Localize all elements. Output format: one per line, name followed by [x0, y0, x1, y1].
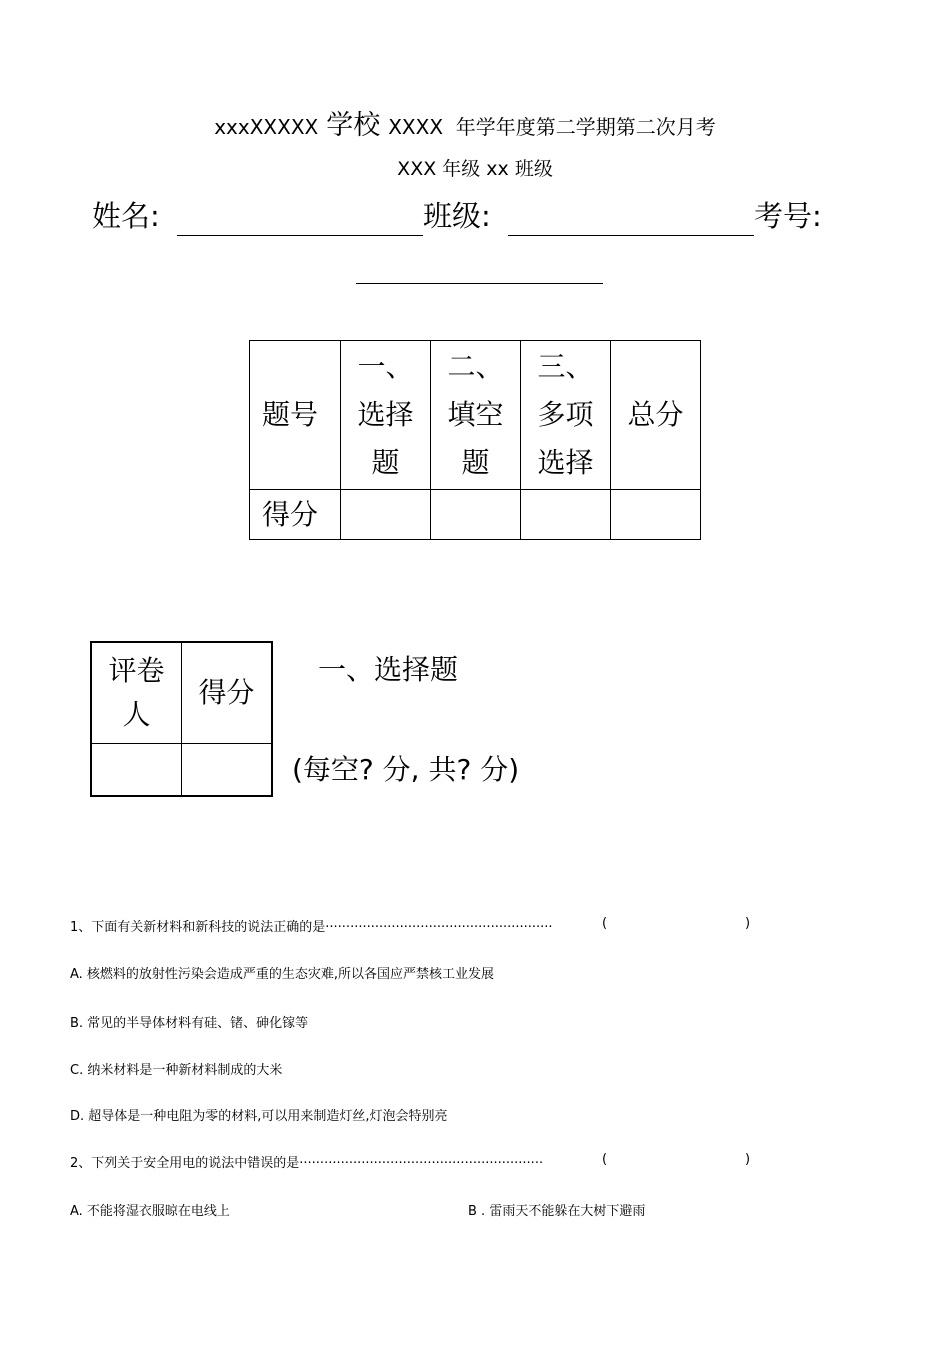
- question-1-option-c: C. 纳米材料是一种新材料制成的大米: [70, 1063, 283, 1078]
- question-2-option-a: A. 不能将湿衣服晾在电线上: [70, 1204, 230, 1219]
- class-label: 班级:: [423, 199, 491, 233]
- section-title: 一、选择题: [318, 653, 459, 686]
- grader-score-cell[interactable]: [182, 744, 273, 797]
- exam-no-label: 考号:: [754, 199, 822, 233]
- question-2-paren-close: ): [745, 1152, 751, 1167]
- year-prefix: XXXX: [388, 115, 444, 139]
- score-cell-fill[interactable]: [431, 490, 521, 540]
- score-cell-total[interactable]: [611, 490, 701, 540]
- question-1-stem: 1、下面有关新材料和新科技的说法正确的是·······················································: [70, 920, 553, 935]
- school-prefix: xxxXXXXX: [214, 115, 319, 139]
- question-2-stem: 2、下列关于安全用电的说法中错误的是···························································: [70, 1156, 544, 1171]
- question-1-option-a: A. 核燃料的放射性污染会造成严重的生态灾难,所以各国应严禁核工业发展: [70, 967, 495, 982]
- score-header-fill: 二、 填空 题: [431, 341, 521, 490]
- score-header-multi: 三、 多项 选择: [521, 341, 611, 490]
- section-note: (每空? 分, 共? 分): [292, 753, 520, 786]
- name-blank[interactable]: [177, 201, 423, 236]
- exam-title: [0, 103, 930, 142]
- score-row-label: 得分: [250, 490, 341, 540]
- name-label: 姓名:: [92, 199, 160, 233]
- grader-score-label: 得分: [182, 642, 273, 744]
- score-header-number: 题号: [250, 341, 341, 490]
- grader-table: [90, 641, 273, 797]
- question-2-paren-open: (: [602, 1152, 608, 1167]
- score-header-total: 总分: [611, 341, 701, 490]
- question-1-paren-open: (: [602, 916, 608, 931]
- year-suffix: 年学年度第二学期第二次月考: [455, 115, 716, 139]
- question-1-paren-close: ): [745, 916, 751, 931]
- class-blank[interactable]: [508, 201, 754, 236]
- score-header-choice: 一、 选择 题: [341, 341, 431, 490]
- school-word: 学校: [326, 110, 381, 141]
- score-cell-multi[interactable]: [521, 490, 611, 540]
- score-table: [249, 340, 701, 540]
- question-1-option-d: D. 超导体是一种电阻为零的材料,可以用来制造灯丝,灯泡会特别亮: [70, 1109, 448, 1124]
- exam-no-blank[interactable]: [356, 283, 603, 284]
- grader-reviewer-cell[interactable]: [91, 744, 182, 797]
- student-info-line: [92, 196, 822, 236]
- score-cell-choice[interactable]: [341, 490, 431, 540]
- grader-reviewer-label: 评卷 人: [91, 642, 182, 744]
- question-1-option-b: B. 常见的半导体材料有硅、锗、砷化镓等: [70, 1016, 309, 1031]
- grade-class-line: XXX 年级 xx 班级: [397, 158, 553, 180]
- question-2-option-b: B . 雷雨天不能躲在大树下避雨: [468, 1204, 646, 1219]
